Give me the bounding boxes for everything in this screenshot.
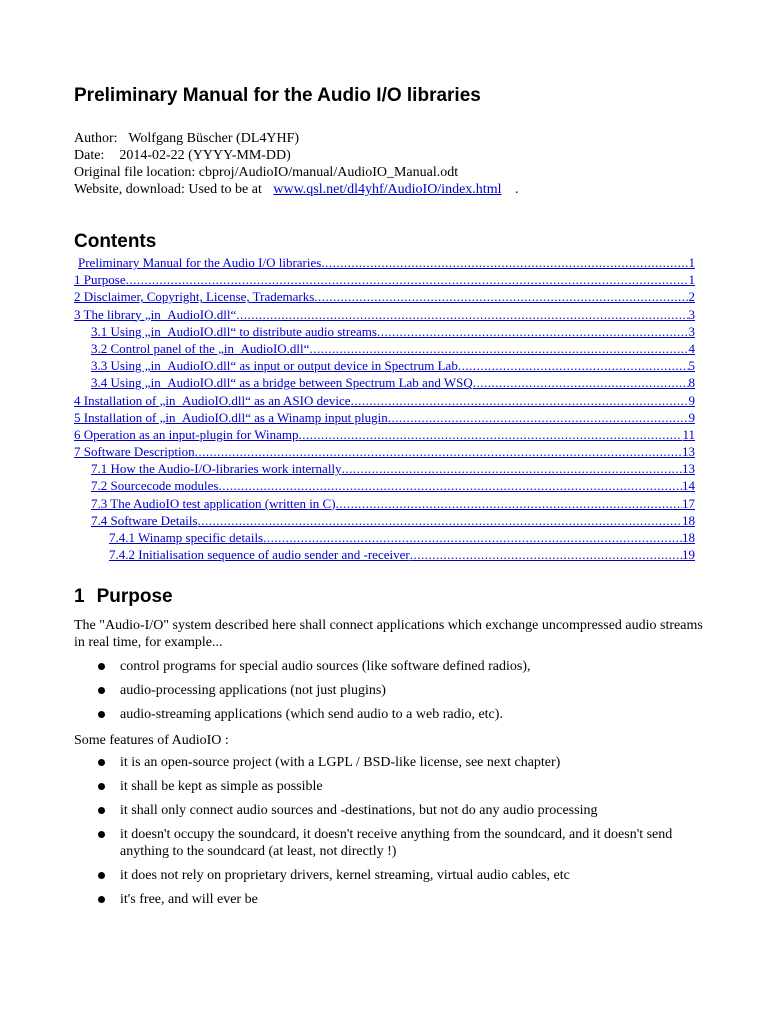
website-label: Website, download: Used to be at	[74, 182, 262, 197]
features-list	[74, 754, 694, 915]
contents-heading: Contents	[74, 231, 157, 252]
toc-link-winamp-details[interactable]: 7.4.1 Winamp specific details ..... 18	[74, 529, 695, 546]
bullet-icon	[98, 687, 105, 694]
bullet-icon	[98, 831, 105, 838]
file-line	[74, 164, 518, 181]
document-meta	[74, 130, 518, 198]
purpose-title: Purpose	[96, 586, 173, 607]
purpose-number: 1	[74, 586, 85, 607]
author-line	[74, 130, 518, 147]
toc-link-sourcecode[interactable]: 7.2 Sourcecode modules ..... 14	[74, 477, 695, 494]
toc-link-disclaimer[interactable]: 2 Disclaimer, Copyright, License, Trademarks ..... 2	[74, 288, 695, 305]
toc-link-library[interactable]: 3 The library „in_AudioIO.dll“ ..... 3	[74, 306, 695, 323]
toc-link-winamp-operation[interactable]: 6 Operation as an input-plugin for Winamp ..... 11	[74, 426, 695, 443]
bullet-icon	[98, 759, 105, 766]
date-value: 2014-02-22 (YYYY-MM-DD)	[119, 148, 291, 163]
document-title: Preliminary Manual for the Audio I/O libraries	[74, 85, 481, 106]
toc-link-software-description[interactable]: 7 Software Description ..... 13	[74, 443, 695, 460]
bullet-icon	[98, 711, 105, 718]
bullet-icon	[98, 872, 105, 879]
list-item: audio-processing applications (not just plugins)	[74, 682, 694, 706]
bullet-icon	[98, 896, 105, 903]
toc-link-test-app[interactable]: 7.3 The AudioIO test application (written in C) ..... 17	[74, 495, 695, 512]
list-item: it doesn't occupy the soundcard, it doesn't receive anything from the soundcard, and it doesn't send anything to the soundcard (at least, not directly !)	[74, 826, 694, 867]
toc-link-purpose[interactable]: 1 Purpose ..... 1	[74, 271, 695, 288]
bullet-icon	[98, 807, 105, 814]
toc-link-preliminary-manual[interactable]: Preliminary Manual for the Audio I/O libraries ..... 1	[74, 254, 695, 271]
bullet-icon	[98, 783, 105, 790]
file-value: cbproj/AudioIO/manual/AudioIO_Manual.odt	[198, 165, 459, 180]
toc-link-distribute-streams[interactable]: 3.1 Using „in_AudioIO.dll“ to distribute audio streams ..... 3	[74, 323, 695, 340]
list-item: it does not rely on proprietary drivers, kernel streaming, virtual audio cables, etc	[74, 867, 694, 891]
author-value: Wolfgang Büscher (DL4YHF)	[128, 131, 300, 146]
toc-link-init-sequence[interactable]: 7.4.2 Initialisation sequence of audio sender and -receiver ..... 19	[74, 546, 695, 563]
toc-link-winamp-install[interactable]: 5 Installation of „in_AudioIO.dll“ as a Winamp input plugin ..... 9	[74, 409, 695, 426]
table-of-contents	[74, 254, 695, 563]
website-trail: .	[514, 182, 519, 197]
list-item: it's free, and will ever be	[74, 891, 694, 915]
toc-link-spectrum-lab-device[interactable]: 3.3 Using „in_AudioIO.dll“ as input or output device in Spectrum Lab ..... 5	[74, 357, 695, 374]
list-item: audio-streaming applications (which send audio to a web radio, etc).	[74, 706, 694, 730]
author-label: Author:	[74, 131, 118, 146]
list-item: it is an open-source project (with a LGPL / BSD-like license, see next chapter)	[74, 754, 694, 778]
list-item: it shall be kept as simple as possible	[74, 778, 694, 802]
date-line	[74, 147, 518, 164]
features-intro: Some features of AudioIO :	[74, 733, 229, 748]
toc-link-control-panel[interactable]: 3.2 Control panel of the „in_AudioIO.dll“ ..... 4	[74, 340, 695, 357]
toc-link-asio-install[interactable]: 4 Installation of „in_AudioIO.dll“ as an ASIO device ..... 9	[74, 392, 695, 409]
examples-list	[74, 658, 694, 730]
list-item: control programs for special audio sources (like software defined radios),	[74, 658, 694, 682]
file-label: Original file location:	[74, 165, 196, 180]
toc-link-internals[interactable]: 7.1 How the Audio-I/O-libraries work internally ..... 13	[74, 460, 695, 477]
toc-link-bridge-wsq[interactable]: 3.4 Using „in_AudioIO.dll“ as a bridge between Spectrum Lab and WSQ ..... 8	[74, 374, 695, 391]
purpose-heading	[74, 585, 173, 609]
website-link[interactable]: www.qsl.net/dl4yhf/AudioIO/index.html	[273, 182, 502, 197]
date-label: Date:	[74, 148, 105, 163]
list-item: it shall only connect audio sources and -destinations, but not do any audio processing	[74, 802, 694, 826]
toc-link-software-details[interactable]: 7.4 Software Details ..... 18	[74, 512, 695, 529]
website-line	[74, 181, 518, 198]
bullet-icon	[98, 663, 105, 670]
purpose-intro: The "Audio-I/O" system described here shall connect applications which exchange uncompressed audio streams in real time, for example...	[74, 618, 703, 650]
